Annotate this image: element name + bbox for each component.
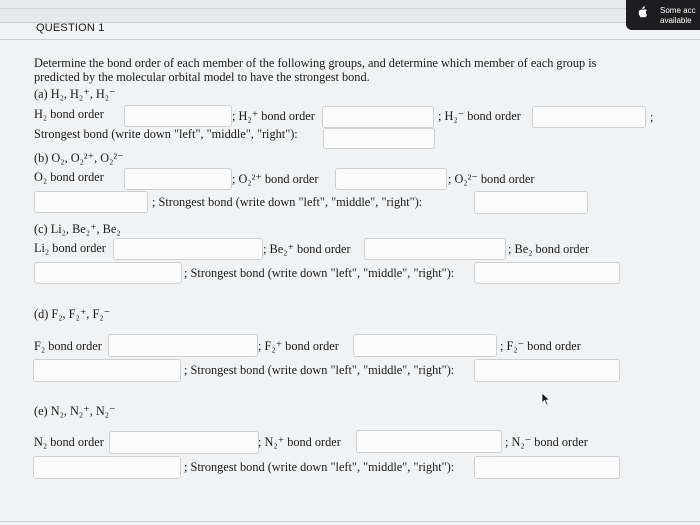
- be2plus-bond-order-label: ; Be₂⁺ bond order: [263, 242, 351, 256]
- h2plus-bond-order-label: ; H₂⁺ bond order: [232, 109, 315, 123]
- be2plus-bond-order-input[interactable]: [364, 238, 506, 260]
- o2plus-bond-order-input[interactable]: [335, 168, 447, 190]
- badge-line-1: Some acc: [660, 6, 696, 15]
- h2-bond-order-label: H₂ bond order: [34, 107, 104, 121]
- h2minus-bond-order-input[interactable]: [532, 106, 646, 128]
- o2-bond-order-input[interactable]: [124, 168, 232, 190]
- prompt-line-1: Determine the bond order of each member of the following groups, and determine which member of each group is: [34, 56, 597, 70]
- bottom-divider: [0, 521, 700, 522]
- notification-badge[interactable]: [626, 0, 700, 30]
- part-a-trailing-semicolon: ;: [650, 110, 654, 124]
- f2-bond-order-input[interactable]: [108, 334, 258, 357]
- part-e-strongest-input[interactable]: [474, 456, 620, 479]
- part-e-strongest-label: ; Strongest bond (write down "left", "middle", "right"):: [184, 460, 455, 474]
- f2-bond-order-label: F₂ bond order: [34, 339, 102, 353]
- f2minus-bond-order-label: ; F₂⁻ bond order: [500, 339, 581, 353]
- title-divider: [0, 39, 700, 40]
- be2-bond-order-input[interactable]: [34, 262, 182, 284]
- part-c-header: (c) Li₂, Be₂⁺, Be₂: [34, 222, 121, 236]
- f2plus-bond-order-input[interactable]: [353, 334, 497, 357]
- part-c-strongest-label: ; Strongest bond (write down "left", "middle", "right"):: [184, 266, 455, 280]
- mouse-cursor-icon: [541, 392, 551, 406]
- li2-bond-order-label: Li₂ bond order: [34, 241, 106, 255]
- top-bar: [0, 0, 700, 23]
- o2plus-bond-order-label: ; O₂²⁺ bond order: [232, 172, 319, 186]
- part-a-header: (a) H₂, H₂⁺, H₂⁻: [34, 87, 116, 101]
- part-b-header: (b) O₂, O₂²⁺, O₂²⁻: [34, 151, 124, 165]
- n2plus-bond-order-label: ; N₂⁺ bond order: [258, 435, 341, 449]
- h2-bond-order-input[interactable]: [124, 105, 232, 127]
- n2plus-bond-order-input[interactable]: [356, 430, 502, 453]
- top-bar-divider: [0, 8, 700, 9]
- part-d-header: (d) F₂, F₂⁺, F₂⁻: [34, 307, 111, 321]
- part-d-strongest-label: ; Strongest bond (write down "left", "middle", "right"):: [184, 363, 455, 377]
- be2-bond-order-label: ; Be₂ bond order: [508, 242, 590, 256]
- o2-bond-order-label: O₂ bond order: [34, 170, 104, 184]
- part-c-strongest-input[interactable]: [474, 262, 620, 284]
- f2minus-bond-order-input[interactable]: [33, 359, 181, 382]
- part-d-strongest-input[interactable]: [474, 359, 620, 382]
- part-b-strongest-input[interactable]: [474, 191, 588, 214]
- f2plus-bond-order-label: ; F₂⁺ bond order: [258, 339, 339, 353]
- apple-icon: [636, 6, 648, 18]
- n2minus-bond-order-input[interactable]: [33, 456, 181, 479]
- h2minus-bond-order-label: ; H₂⁻ bond order: [438, 109, 521, 123]
- part-a-strongest-input[interactable]: [323, 128, 435, 149]
- part-b-strongest-label: ; Strongest bond (write down "left", "middle", "right"):: [152, 195, 423, 209]
- badge-line-2: available: [660, 16, 692, 25]
- li2-bond-order-input[interactable]: [113, 238, 263, 260]
- o2minus-bond-order-label: ; O₂²⁻ bond order: [448, 172, 535, 186]
- n2-bond-order-input[interactable]: [109, 431, 259, 454]
- part-e-header: (e) N₂, N₂⁺, N₂⁻: [34, 404, 116, 418]
- o2minus-bond-order-input[interactable]: [34, 191, 148, 213]
- n2-bond-order-label: N₂ bond order: [34, 435, 104, 449]
- part-a-strongest-label: Strongest bond (write down "left", "middle", "right"):: [34, 127, 298, 141]
- h2plus-bond-order-input[interactable]: [322, 106, 434, 128]
- prompt-line-2: predicted by the molecular orbital model to have the strongest bond.: [34, 70, 370, 84]
- n2minus-bond-order-label: ; N₂⁻ bond order: [505, 435, 588, 449]
- question-title: QUESTION 1: [36, 22, 105, 34]
